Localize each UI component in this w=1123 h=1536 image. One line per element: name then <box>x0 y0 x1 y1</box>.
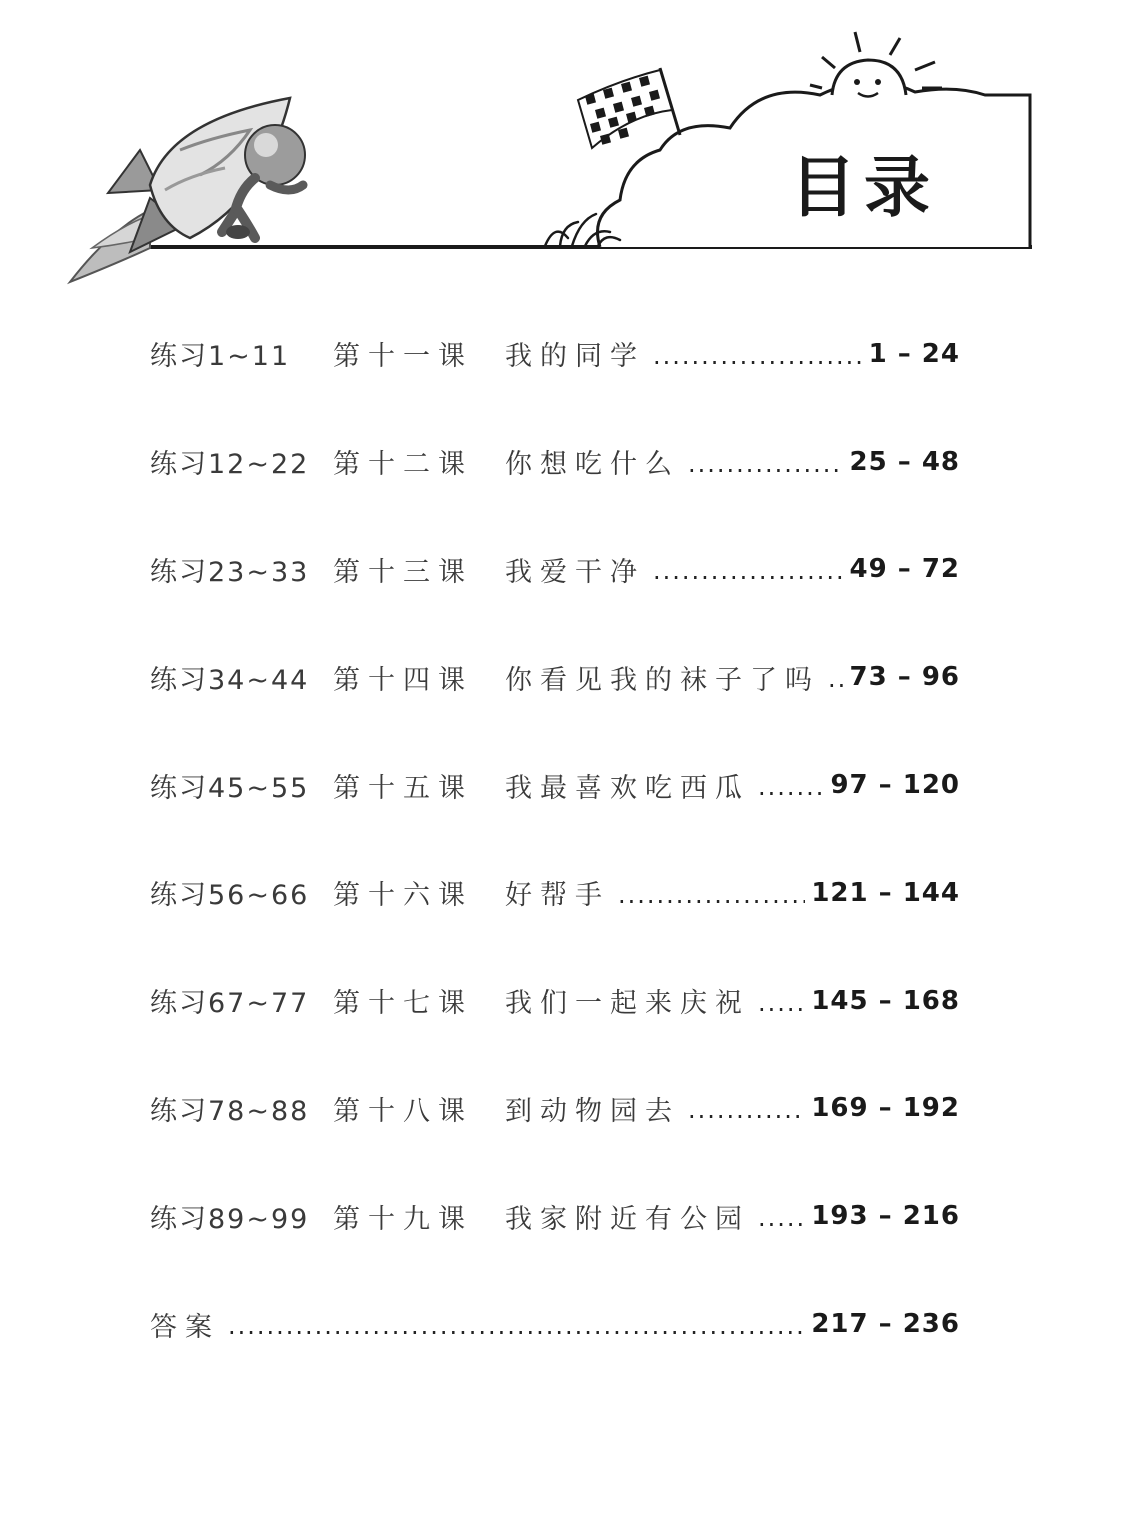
header-illustration <box>0 0 1123 290</box>
dot-leader <box>758 1204 805 1232</box>
exercise-range: 练习23~33 <box>150 556 310 588</box>
page-range: 49 – 72 <box>849 554 960 585</box>
sun-icon <box>810 32 942 97</box>
toc-row[interactable] <box>150 516 960 624</box>
page-range: 169 – 192 <box>811 1093 960 1124</box>
toc-row[interactable] <box>150 1055 960 1163</box>
toc-row[interactable] <box>150 623 960 731</box>
page-range: 97 – 120 <box>830 770 960 801</box>
dot-leader <box>758 773 824 801</box>
toc-row[interactable] <box>150 1162 960 1270</box>
dot-leader <box>653 557 844 585</box>
lesson-number: 第十四课 <box>333 664 473 696</box>
toc-row[interactable] <box>150 408 960 516</box>
dot-leader <box>688 450 844 478</box>
page-range: 193 – 216 <box>811 1201 960 1232</box>
lesson-number: 第十五课 <box>333 772 473 804</box>
checkered-flag-icon <box>578 68 680 148</box>
toc-row[interactable] <box>150 300 960 408</box>
lesson-title: 好帮手 <box>505 880 610 912</box>
table-of-contents <box>150 300 960 1378</box>
page-range: 73 – 96 <box>849 662 960 693</box>
exercise-range: 练习12~22 <box>150 449 310 481</box>
lesson-number: 第十三课 <box>333 556 473 588</box>
lesson-title: 我家附近有公园 <box>505 1203 750 1235</box>
lesson-number: 第十八课 <box>333 1095 473 1127</box>
exercise-range: 练习34~44 <box>150 664 310 696</box>
dot-leader <box>618 881 805 909</box>
rocket-icon <box>70 98 305 282</box>
lesson-number: 第十一课 <box>333 341 473 373</box>
page-range: 217 – 236 <box>811 1309 960 1340</box>
dot-leader <box>688 1096 805 1124</box>
answers-label: 答案 <box>150 1311 220 1343</box>
exercise-range: 练习67~77 <box>150 988 310 1020</box>
dot-leader <box>758 989 805 1017</box>
lesson-title: 我的同学 <box>505 341 645 373</box>
toc-row[interactable] <box>150 947 960 1055</box>
lesson-number: 第十七课 <box>333 988 473 1020</box>
lesson-title: 到动物园去 <box>505 1095 680 1127</box>
exercise-range: 练习1~11 <box>150 341 291 373</box>
page-range: 25 – 48 <box>849 446 960 477</box>
lesson-title: 我爱干净 <box>505 556 645 588</box>
exercise-range: 练习56~66 <box>150 880 310 912</box>
page-range: 1 – 24 <box>868 338 960 369</box>
exercise-range: 练习78~88 <box>150 1095 310 1127</box>
dot-leader <box>228 1312 805 1340</box>
dot-leader <box>653 342 863 370</box>
dot-leader <box>828 665 844 693</box>
lesson-title: 我们一起来庆祝 <box>505 988 750 1020</box>
toc-row-answers[interactable] <box>150 1270 960 1378</box>
toc-row[interactable] <box>150 839 960 947</box>
exercise-range: 练习89~99 <box>150 1203 310 1235</box>
page-title: 目录 <box>790 149 938 226</box>
lesson-number: 第十九课 <box>333 1203 473 1235</box>
page-range: 145 – 168 <box>811 985 960 1016</box>
toc-row[interactable] <box>150 731 960 839</box>
lesson-number: 第十二课 <box>333 449 473 481</box>
lesson-number: 第十六课 <box>333 880 473 912</box>
lesson-title: 我最喜欢吃西瓜 <box>505 772 750 804</box>
lesson-title: 你想吃什么 <box>505 449 680 481</box>
page-range: 121 – 144 <box>811 877 960 908</box>
lesson-title: 你看见我的袜子了吗 <box>505 664 820 696</box>
exercise-range: 练习45~55 <box>150 772 310 804</box>
